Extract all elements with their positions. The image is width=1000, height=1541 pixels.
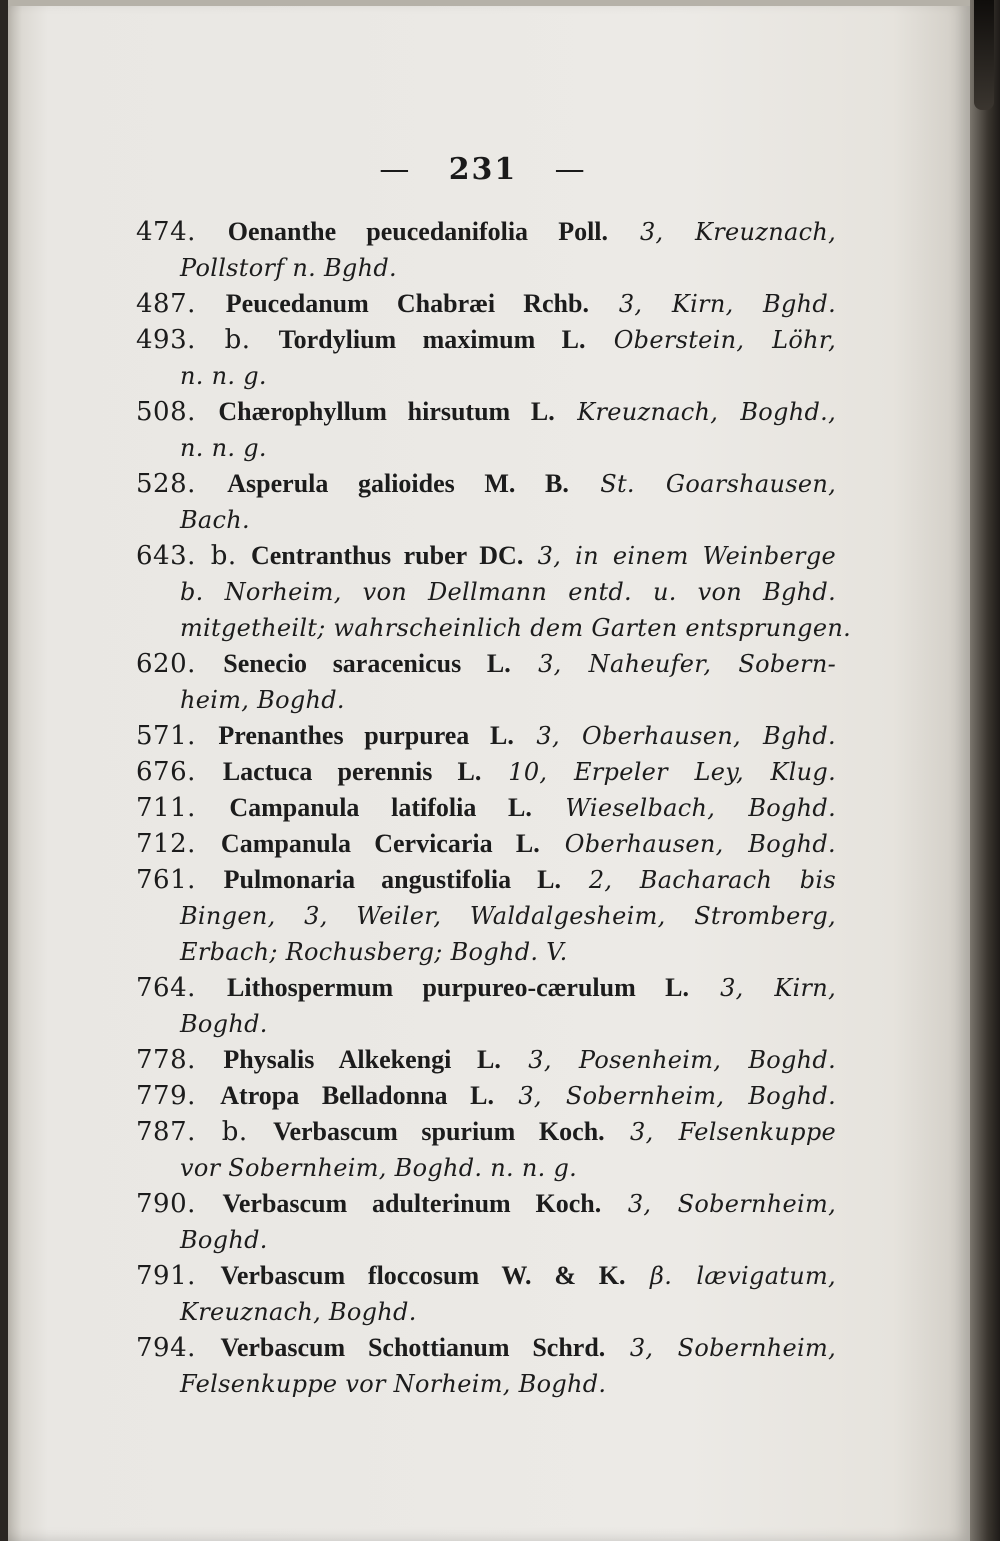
locality-text: St. Goarshausen, <box>600 470 837 498</box>
locality-text: 3, Kreuznach, <box>639 218 836 246</box>
locality-text: 3, in einem Weinberge <box>537 542 836 570</box>
header-dash-left: — <box>379 152 412 187</box>
entry-number: 643. b. <box>136 541 237 571</box>
locality-text: Bingen, 3, Weiler, Waldalgesheim, Stromberg, <box>180 902 836 930</box>
latin-name: Physalis Alkekengi L. <box>223 1045 501 1074</box>
entry-number: 711. <box>136 793 196 823</box>
species-list <box>136 214 852 1402</box>
locality-text: 3, Posenheim, Boghd. <box>528 1046 837 1074</box>
entry-first-line <box>136 286 836 322</box>
species-entry <box>136 646 836 718</box>
entry-first-line <box>136 718 836 754</box>
entry-number: 508. <box>136 397 196 427</box>
locality-text: 3, Sobernheim, <box>629 1334 836 1362</box>
locality-text: 2, Bacharach bis <box>588 866 836 894</box>
species-entry <box>136 826 836 862</box>
entry-continuation-line <box>136 1366 836 1402</box>
entry-first-line <box>136 1186 836 1222</box>
latin-name: Peucedanum Chabræi Rchb. <box>225 289 589 318</box>
book-spine-edge <box>970 0 1000 1541</box>
locality-text: heim, Boghd. <box>180 686 345 714</box>
entry-continuation-line <box>136 1294 836 1330</box>
entry-first-line <box>136 214 836 250</box>
species-entry <box>136 790 836 826</box>
entry-number: 778. <box>136 1045 196 1075</box>
entry-continuation-line <box>136 574 836 610</box>
entry-continuation-line <box>136 502 836 538</box>
spine-notch <box>974 0 994 110</box>
locality-text: Kreuznach, Boghd., <box>577 398 836 426</box>
locality-text: Pollstorf n. Bghd. <box>180 254 397 282</box>
locality-text: 3, Naheufer, Sobern- <box>538 650 836 678</box>
latin-name: Lactuca perennis L. <box>222 757 482 786</box>
latin-name: Asperula galioides M. B. <box>227 469 569 498</box>
entry-first-line <box>136 1330 836 1366</box>
locality-text: β. lævigatum, <box>650 1262 836 1290</box>
species-entry <box>136 1042 836 1078</box>
latin-name: Campanula Cervicaria L. <box>220 829 540 858</box>
locality-text: 3, Felsenkuppe <box>630 1118 837 1146</box>
species-entry <box>136 1258 836 1330</box>
locality-text: 3, Kirn, Bghd. <box>618 290 837 318</box>
entry-first-line <box>136 826 836 862</box>
entry-number: 779. <box>136 1081 196 1111</box>
entry-first-line <box>136 970 836 1006</box>
entry-first-line <box>136 1114 836 1150</box>
locality-text: Oberstein, Löhr, <box>613 326 836 354</box>
species-entry <box>136 466 836 538</box>
locality-text: Felsenkuppe vor Norheim, Boghd. <box>180 1370 607 1398</box>
locality-text: Kreuznach, Boghd. <box>180 1298 417 1326</box>
entry-number: 794. <box>136 1333 196 1363</box>
locality-text: Wieselbach, Boghd. <box>565 794 837 822</box>
species-entry <box>136 862 836 970</box>
entry-number: 493. b. <box>136 325 251 355</box>
entry-first-line <box>136 1258 836 1294</box>
entry-first-line <box>136 466 836 502</box>
locality-text: n. n. g. <box>180 434 267 462</box>
species-entry <box>136 214 836 286</box>
entry-number: 528. <box>136 469 196 499</box>
entry-continuation-line <box>136 682 836 718</box>
locality-text: Oberhausen, Boghd. <box>564 830 836 858</box>
entry-continuation-line <box>136 1222 836 1258</box>
species-entry <box>136 538 852 646</box>
locality-text: 3, Sobernheim, <box>627 1190 837 1218</box>
species-entry <box>136 286 836 322</box>
latin-name: Chærophyllum hirsutum L. <box>218 397 555 426</box>
entry-number: 487. <box>136 289 196 319</box>
entry-number: 571. <box>136 721 196 751</box>
entry-first-line <box>136 790 836 826</box>
locality-text: 10, Erpeler Ley, Klug. <box>508 758 837 786</box>
entry-continuation-line <box>136 430 836 466</box>
latin-name: Campanula latifolia L. <box>229 793 532 822</box>
entry-number: 620. <box>136 649 196 679</box>
locality-text: 3, Sobernheim, Boghd. <box>518 1082 837 1110</box>
locality-text: Boghd. <box>180 1010 268 1038</box>
species-entry <box>136 394 836 466</box>
locality-text: n. n. g. <box>180 362 267 390</box>
entry-first-line <box>136 538 836 574</box>
latin-name: Verbascum floccosum W. & K. <box>220 1261 626 1290</box>
entry-first-line <box>136 394 836 430</box>
species-entry <box>136 754 836 790</box>
species-entry <box>136 970 836 1042</box>
entry-first-line <box>136 862 836 898</box>
page-number: 231 <box>448 152 518 187</box>
entry-continuation-line <box>136 898 836 934</box>
latin-name: Tordylium maximum L. <box>278 325 586 354</box>
entry-continuation-line <box>136 1150 836 1186</box>
entry-number: 790. <box>136 1189 196 1219</box>
latin-name: Atropa Belladonna L. <box>220 1081 494 1110</box>
entry-number: 787. b. <box>136 1117 248 1147</box>
species-entry <box>136 1078 836 1114</box>
entry-continuation-line <box>136 934 836 970</box>
locality-text: b. Norheim, von Dellmann entd. u. von Bghd. <box>180 578 836 606</box>
latin-name: Verbascum spurium Koch. <box>273 1117 605 1146</box>
locality-text: mitgetheilt; wahrscheinlich dem Garten entsprungen. <box>180 614 852 642</box>
entry-first-line <box>136 322 836 358</box>
entry-number: 474. <box>136 217 196 247</box>
entry-continuation-line <box>136 610 852 646</box>
locality-text: Boghd. <box>180 1226 268 1254</box>
species-entry <box>136 1114 836 1186</box>
entry-number: 712. <box>136 829 196 859</box>
entry-number: 761. <box>136 865 196 895</box>
entry-continuation-line <box>136 1006 836 1042</box>
entry-first-line <box>136 646 836 682</box>
locality-text: vor Sobernheim, Boghd. n. n. g. <box>180 1154 578 1182</box>
species-entry <box>136 1186 836 1258</box>
locality-text: 3, Kirn, <box>720 974 836 1002</box>
entry-first-line <box>136 1042 836 1078</box>
book-page <box>8 0 970 1541</box>
latin-name: Pulmonaria angustifolia L. <box>223 865 562 894</box>
entry-continuation-line <box>136 250 836 286</box>
header-dash-right: — <box>554 152 587 187</box>
latin-name: Verbascum Schottianum Schrd. <box>220 1333 606 1362</box>
page-header <box>378 152 588 187</box>
species-entry <box>136 322 836 394</box>
species-entry <box>136 1330 836 1402</box>
latin-name: Oenanthe peucedanifolia Poll. <box>227 217 609 246</box>
entry-first-line <box>136 1078 836 1114</box>
locality-text: Erbach; Rochusberg; Boghd. V. <box>180 938 568 966</box>
latin-name: Lithospermum purpureo-cærulum L. <box>227 973 689 1002</box>
species-entry <box>136 718 836 754</box>
latin-name: Centranthus ruber DC. <box>250 541 524 570</box>
entry-first-line <box>136 754 836 790</box>
entry-number: 764. <box>136 973 196 1003</box>
entry-number: 791. <box>136 1261 196 1291</box>
latin-name: Verbascum adulterinum Koch. <box>222 1189 602 1218</box>
entry-continuation-line <box>136 358 836 394</box>
locality-text: 3, Oberhausen, Bghd. <box>536 722 836 750</box>
entry-number: 676. <box>136 757 196 787</box>
latin-name: Prenanthes purpurea L. <box>218 721 514 750</box>
locality-text: Bach. <box>180 506 250 534</box>
latin-name: Senecio saracenicus L. <box>223 649 511 678</box>
